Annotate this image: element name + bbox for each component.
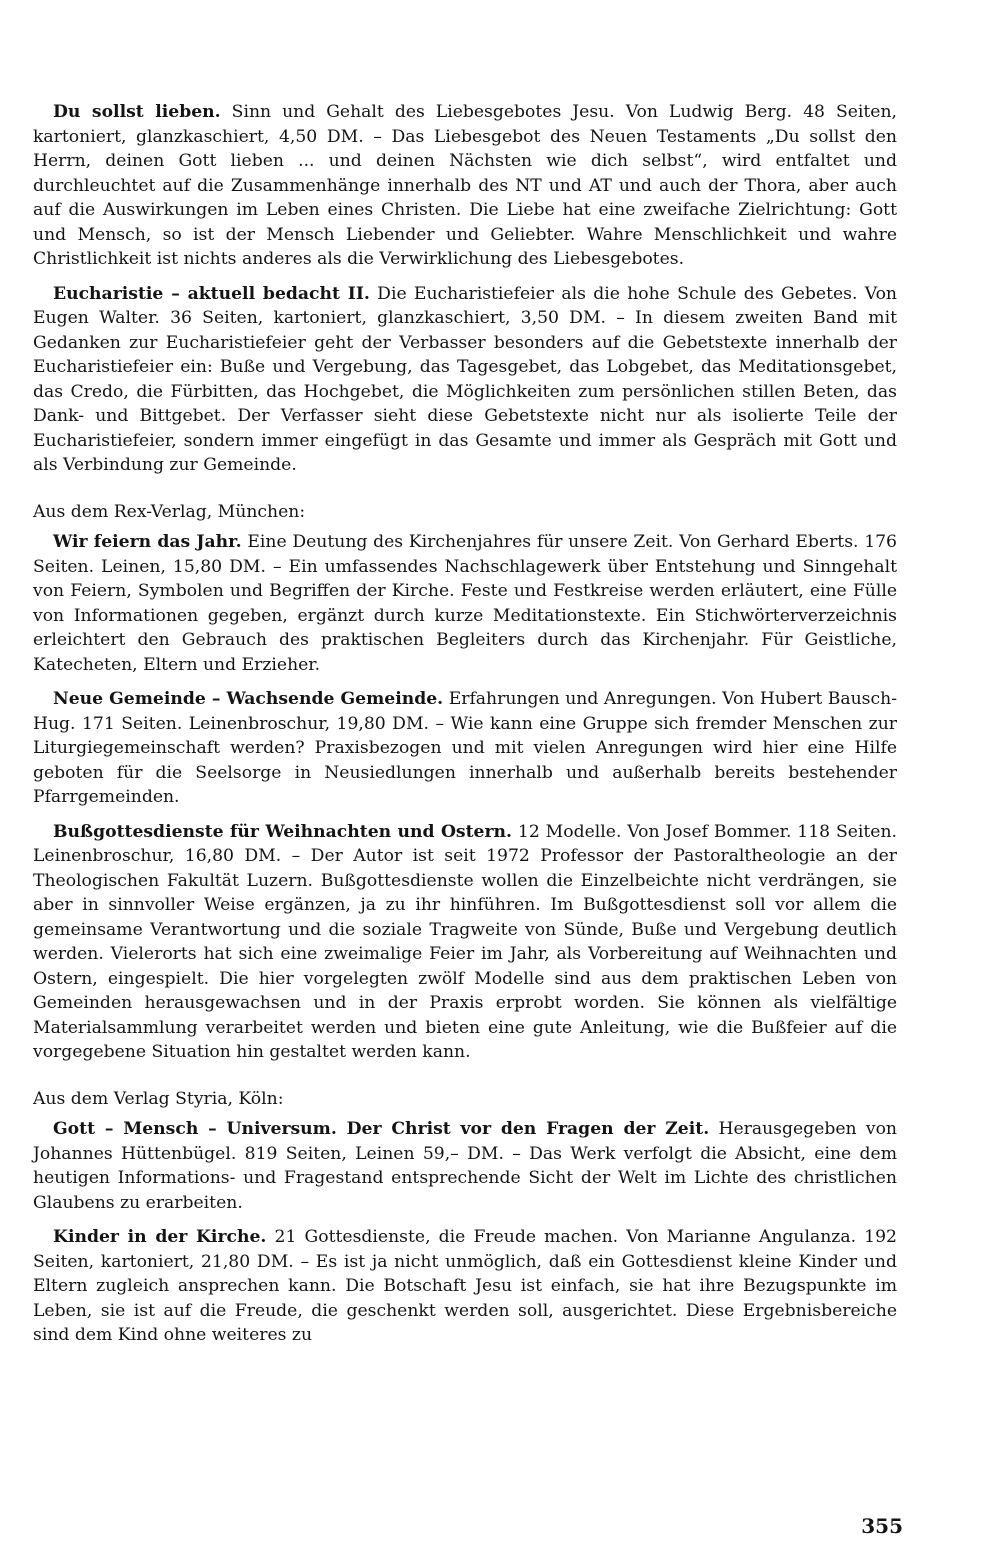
page-number: 355 — [861, 1514, 903, 1538]
book-title: Kinder in der Kirche. — [53, 1227, 267, 1247]
book-title: Neue Gemeinde – Wachsende Gemeinde. — [53, 689, 444, 709]
book-title: Gott – Mensch – Universum. Der Christ vor den Fragen der Zeit. — [53, 1119, 710, 1139]
book-title: Du sollst lieben. — [53, 102, 221, 122]
book-description: Herausgegeben von Johannes Hüttenbügel. 819 Seiten, Leinen 59,– DM. – Das Werk verfolgt die Absicht, eine dem heutigen Informations- und Fragestand entsprechende Sicht der Welt im Lichte des christlichen Glaubens zu erarbeiten. — [33, 1119, 897, 1213]
book-entry — [33, 1117, 897, 1215]
document-page — [33, 100, 897, 1358]
book-entry — [33, 100, 897, 272]
book-description: 12 Modelle. Von Josef Bommer. 118 Seiten. Leinenbroschur, 16,80 DM. – Der Autor ist seit 1972 Professor der Pastoraltheologie an der Theologischen Fakultät Luzern. Bußgottesdienste wollen die Einzelbeichte nicht verdrängen, sie aber in sinnvoller Weise ergänzen, ja zu ihr hinführen. Im Bußgottesdienst soll vor allem die gemeinsame Verantwortung und die soziale Tragweite von Sünde, Buße und Vergebung deutlich werden. Vielerorts hat sich eine zweimalige Feier im Jahr, als Vorbereitung auf Weihnachten und Ostern, eingespielt. Die hier vorgelegten zwölf Modelle sind aus dem praktischen Leben von Gemeinden herausgewachsen und in der Praxis erprobt worden. Sie können als vielfältige Materialsammlung verarbeitet werden und bieten eine gute Anleitung, wie die Bußfeier auf die vorgegebene Situation hin gestaltet werden kann. — [33, 821, 898, 1062]
book-description: Eine Deutung des Kirchenjahres für unsere Zeit. Von Gerhard Eberts. 176 Seiten. Leinen, 15,80 DM. – Ein umfassendes Nachschlagewerk über Entstehung und Sinngehalt von Feiern, Symbolen und Begriffen der Kirche. Feste und Festkreise werden erläutert, eine Fülle von Informationen gegeben, ergänzt durch kurze Meditationstexte. Ein Stichwörterverzeichnis erleichtert den Gebrauch des praktischen Begleiters durch das Kirchenjahr. Für Geistliche, Katecheten, Eltern und Erzieher. — [33, 532, 897, 675]
book-entry — [33, 1225, 897, 1348]
book-description: 21 Gottesdienste, die Freude machen. Von Marianne Angulanza. 192 Seiten, kartoniert, 21,80 DM. – Es ist ja nicht unmöglich, daß ein Gottesdienst kleine Kinder und Eltern zugleich ansprechen kann. Die Botschaft Jesu ist einfach, sie hat ihre Bezugspunkte im Leben, sie ist auf die Freude, die geschenkt werden soll, ausgerichtet. Diese Ergebnisbereiche sind dem Kind ohne weiteres zu — [33, 1227, 897, 1345]
book-title: Bußgottesdienste für Weihnachten und Ostern. — [53, 821, 513, 842]
book-entry — [33, 530, 897, 677]
book-entry — [33, 687, 897, 810]
book-title: Eucharistie – aktuell bedacht II. — [53, 283, 370, 304]
publisher-heading: Aus dem Verlag Styria, Köln: — [33, 1088, 284, 1109]
book-description: Erfahrungen und Anregungen. Von Hubert Bausch-Hug. 171 Seiten. Leinenbroschur, 19,80 DM. – Wie kann eine Gruppe sich fremder Menschen zur Liturgiegemeinschaft werden? Praxisbezogen und mit vielen Anregungen wird hier eine Hilfe geboten für die Seelsorge in Neusiedlungen innerhalb und außerhalb bereits bestehender Pfarrgemeinden. — [33, 689, 898, 807]
publisher-heading: Aus dem Rex-Verlag, München: — [33, 501, 306, 522]
book-entry — [33, 282, 897, 478]
book-entry — [33, 820, 897, 1065]
book-description: Sinn und Gehalt des Liebesgebotes Jesu. Von Ludwig Berg. 48 Seiten, kartoniert, glanzkaschiert, 4,50 DM. – Das Liebesgebot des Neuen Testaments „Du sollst den Herrn, deinen Gott lieben ... und deinen Nächsten wie dich selbst“, wird entfaltet und durchleuchtet auf die Zusammenhänge innerhalb des NT und AT und auch der Thora, aber auch auf die Auswirkungen im Leben eines Christen. Die Liebe hat eine zweifache Zielrichtung: Gott und Mensch, so ist der Mensch Liebender und Geliebter. Wahre Menschlichkeit und wahre Christlichkeit ist nichts anderes als die Verwirklichung des Liebesgebotes. — [33, 102, 898, 269]
book-title: Wir feiern das Jahr. — [53, 532, 242, 552]
book-description: Die Eucharistiefeier als die hohe Schule des Gebetes. Von Eugen Walter. 36 Seiten, kartoniert, glanzkaschiert, 3,50 DM. – In diesem zweiten Band mit Gedanken zur Eucharistiefeier geht der Verbasser besonders auf die Gebetstexte innerhalb der Eucharistiefeier ein: Buße und Vergebung, das Tagesgebet, das Lobgebet, das Meditationsgebet, das Credo, die Fürbitten, das Hochgebet, die Möglichkeiten zum persönlichen stillen Beten, das Dank- und Bittgebet. Der Verfasser sieht diese Gebetstexte nicht nur als isolierte Teile der Eucharistiefeier, sondern immer eingefügt in das Gesamte und immer als Gespräch mit Gott und als Verbindung zur Gemeinde. — [33, 283, 898, 475]
